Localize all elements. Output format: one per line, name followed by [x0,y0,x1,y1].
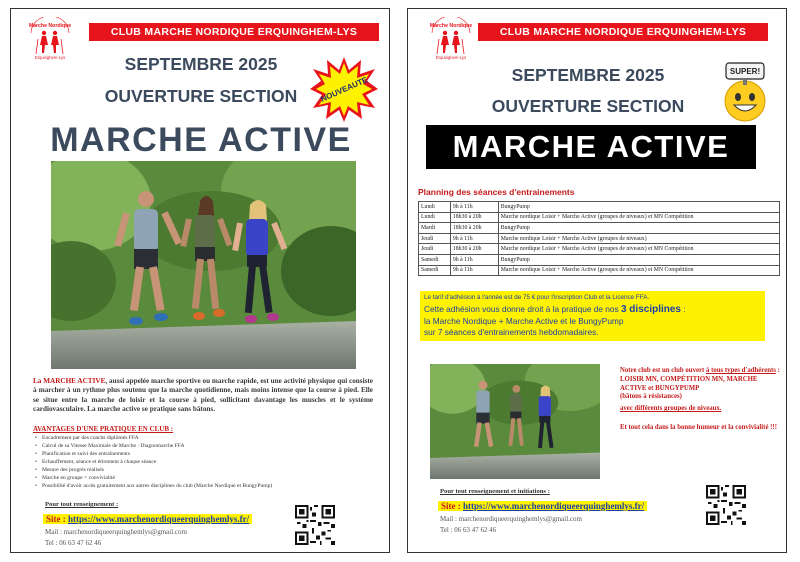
advantage-item: • Planification et suivi des entraînements [35,451,380,459]
schedule-activity: Marche nordique Loisir + Marche Active (groupes de niveaux) et MN Compétition [498,244,779,255]
site-link[interactable]: https://www.marchenordiqueerquinghemlys.fr/ [463,501,645,511]
flyer-page-left [10,8,390,553]
schedule-time: 9h à 11h [450,233,498,244]
advantages-list [35,435,380,491]
club-name-banner: CLUB MARCHE NORDIQUE ERQUINGHEM-LYS [478,23,768,41]
runners-photo [51,161,356,369]
notice-open-underlined: à tous types d'adhérents [705,367,776,374]
site-line [438,501,647,511]
membership-text [424,303,761,338]
schedule-row [419,212,780,223]
notice-poles: (bâtons à résistances) [620,393,682,401]
schedule-activity: BungyPump [498,223,779,234]
notice-disciplines: LOISIR MN, COMPÉTITION MN, MARCHE ACTIVE et BUNGYPUMP [620,375,758,392]
schedule-time: 9h à 11h [450,202,498,213]
headline-title: MARCHE ACTIVE [50,121,352,159]
notice-open [620,367,780,376]
fee-box [420,291,765,341]
club-name-banner: CLUB MARCHE NORDIQUE ERQUINGHEM-LYS [89,23,379,41]
schedule-row [419,244,780,255]
qr-code [706,485,746,525]
membership-prefix: Cette adhésion vous donne droit à la pratique de nos [424,304,621,314]
headline-date: SEPTEMBRE 2025 [124,54,278,74]
schedule-day: Mardi [419,223,451,234]
mail-line: Mail : marchenordiqueerquinghemlys@gmail.com [45,528,187,536]
schedule-day: Jeudi [419,233,451,244]
intro-highlight: La MARCHE ACTIVE [33,377,106,385]
schedule-day: Samedi [419,265,451,276]
site-label: Site : [441,501,463,511]
notice-mood: Et tout cela dans la bonne humeur et la convivialité !!! [620,424,777,432]
fee-text: Le tarif d'adhésion à l'année est de 75 € pour l'inscription Club et la Licence FFA. [424,294,650,301]
advantage-item: • Echauffement, séance et étirement à chaque séance [35,459,380,467]
notice-levels: avec différents groupes de niveaux. [620,405,722,413]
sessions-line: sur 7 séances d'entrainements hebdomadaires. [424,327,599,338]
intro-paragraph [33,377,373,414]
club-logo [426,17,476,61]
tel-line: Tel : 06 63 47 62 46 [440,526,497,534]
headline-opening: OUVERTURE SECTION [104,86,298,106]
super-badge-text: SUPER! [729,66,761,76]
schedule-day: Samedi [419,254,451,265]
site-line [43,514,252,524]
schedule-activity: Marche nordique Loisir + Marche Active (groupes de niveaux) et MN Compétition [498,265,779,276]
schedule-day: Jeudi [419,244,451,255]
schedule-activity: Marche nordique Loisir + Marche Active (groupes de niveaux) [498,233,779,244]
headline-opening: OUVERTURE SECTION [491,96,685,116]
qr-code [295,505,335,545]
runners-photo-small [430,364,600,479]
site-label: Site : [46,514,68,524]
schedule-row [419,233,780,244]
contact-title: Pour tout renseignement : [45,501,119,508]
headline-date: SEPTEMBRE 2025 [511,65,665,85]
schedule-row [419,202,780,213]
schedule-time: 9h à 11h [450,265,498,276]
advantage-item: • Mesure des progrès réalisés [35,467,380,475]
planning-title: Planning des séances d'entrainements [418,187,575,197]
notice-open-text: Notre club est un club ouvert [620,367,706,374]
schedule-row [419,223,780,234]
schedule-activity: BungyPump [498,254,779,265]
contact-title: Pour tout renseignement et initiations : [440,488,550,495]
schedule-activity: Marche nordique Loisir + Marche Active (groupes de niveaux) et MN Compétition [498,212,779,223]
svg-text:Erquinghem-Lys: Erquinghem-Lys [34,55,66,60]
club-notice [620,367,780,433]
schedule-day: Lundi [419,202,451,213]
advantage-item: • Encadrement par des coachs diplômés FFA [35,435,380,443]
disciplines-line: la Marche Nordique + Marche Active et le BungyPump [424,316,624,327]
membership-suffix: : [681,304,686,314]
club-logo [25,17,75,61]
headline-title: MARCHE ACTIVE [426,125,756,169]
site-link[interactable]: https://www.marchenordiqueerquinghemlys.fr/ [68,514,250,524]
membership-bold: 3 disciplines [620,304,681,315]
nouveaute-badge-text: NOUVEAUTE [319,74,369,104]
schedule-table [418,201,780,276]
advantage-item: • Calcul de sa Vitesse Maximale de Marche : Diagnomarche FFA [35,443,380,451]
svg-text:Marche Nordique: Marche Nordique [429,23,473,29]
advantage-item: • Marche en groupe = convivialité [35,475,380,483]
advantage-item: • Possibilité d'avoir accès gratuitement aux autres disciplines du club (Marche Nordique et BungyPump) [35,483,380,491]
schedule-day: Lundi [419,212,451,223]
advantages-title: AVANTAGES D'UNE PRATIQUE EN CLUB : [33,425,174,433]
svg-text:Marche Nordique: Marche Nordique [28,23,72,29]
schedule-time: 9h à 11h [450,254,498,265]
schedule-row [419,254,780,265]
schedule-row [419,265,780,276]
super-smiley-icon [716,59,774,125]
intro-text: , aussi appelée marche sportive ou marche rapide, est une activité physique qui consiste à marcher à un rythme plus soutenu que la marche quotidienne, mais moins intense que la course à pied. Elle se situe entre la marche de loisir et la course à pied, sollicitant davantage les muscles et le système cardiovasculaire. La marche active se pratique sans bâtons. [33,377,373,414]
schedule-time: 18h30 à 20h [450,244,498,255]
nouveaute-starburst [309,55,379,123]
schedule-activity: BungyPump [498,202,779,213]
flyer-page-right [407,8,787,553]
schedule-time: 18h30 à 20h [450,212,498,223]
notice-open-end: : [775,367,780,374]
mail-line: Mail : marchenordiqueerquinghemlys@gmail.com [440,515,582,523]
svg-text:Erquinghem-Lys: Erquinghem-Lys [435,55,467,60]
tel-line: Tel : 06 63 47 62 46 [45,539,102,547]
schedule-time: 18h30 à 20h [450,223,498,234]
